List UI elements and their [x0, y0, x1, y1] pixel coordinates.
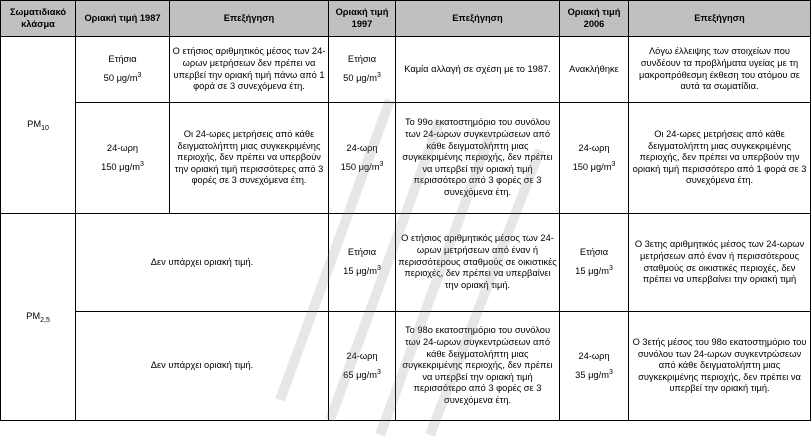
limit-1997-cell: Ετήσια 15 $\mu g/m^3$	[329, 214, 396, 312]
limit-2006-cell: 24-ωρη 35 $\mu g/m^3$	[560, 312, 629, 421]
explanation-1997-cell: Το 98ο εκατοστημόριο του συνόλου των 24-ωρων συγκεντρώσεων από κάθε δειγματολήπτη μιας συγκεκριμένης περιοχής, δεν πρέπει να υπερβεί την οριακή τιμή περισσότερο από 3 φορές σε 3 συνεχόμενα έτη.	[396, 312, 560, 421]
limit-1987-cell: Ετήσια 50 $\mu g/m^3$	[76, 37, 170, 103]
explanation-1987-cell: Ο ετήσιος αριθμητικός μέσος των 24-ωρων μετρήσεων δεν πρέπει να υπερβεί την οριακή τιμή πάνω από 1 φορά σε 3 συνεχόμενα έτη.	[170, 37, 329, 103]
pm10-label: $PM_{10}$	[1, 37, 76, 214]
no-limit-1987-cell: Δεν υπάρχει οριακή τιμή.	[76, 312, 329, 421]
header-limit-1997: Οριακή τιμή 1997	[329, 1, 396, 37]
header-fraction: Σωματιδιακό κλάσμα	[1, 1, 76, 37]
table-row	[1, 103, 811, 214]
explanation-1997-cell: Ο ετήσιος αριθμητικός μέσος των 24-ωρων μετρήσεων από έναν ή περισσότερους σταθμούς σε οικιστικές περιοχές, δεν πρέπει να υπερβαίνει την οριακή τιμή.	[396, 214, 560, 312]
explanation-1987-cell: Οι 24-ωρες μετρήσεις από κάθε δειγματολήπτη μιας συγκεκριμένης περιοχής, δεν πρέπει να υπερβούν την οριακή τιμή περισσότερες από 3 φορές σε 3 συνεχόμενα έτη.	[170, 103, 329, 214]
header-explanation-2006: Επεξήγηση	[629, 1, 811, 37]
explanation-2006-cell: Λόγω έλλειψης των στοιχείων που συνδέουν τα προβλήματα υγείας με τη μακροπρόθεσμη έκθεση του ατόμου σε αυτά τα σωματίδια.	[629, 37, 811, 103]
limit-2006-cell: Ετήσια 15 $\mu g/m^3$	[560, 214, 629, 312]
table-row	[1, 312, 811, 421]
header-limit-2006: Οριακή τιμή 2006	[560, 1, 629, 37]
table-row	[1, 37, 811, 103]
table-row	[1, 214, 811, 312]
header-limit-1987: Οριακή τιμή 1987	[76, 1, 170, 37]
explanation-2006-cell: Ο 3ετης αριθμητικός μέσος των 24-ωρων μετρήσεων από έναν ή περισσότερους σταθμούς σε οικιστικές περιοχές, δεν πρέπει να υπερβαίνει την οριακή τιμή	[629, 214, 811, 312]
header-explanation-1987: Επεξήγηση	[170, 1, 329, 37]
explanation-1997-cell: Καμία αλλαγή σε σχέση με το 1987.	[396, 37, 560, 103]
explanation-2006-cell: Οι 24-ωρες μετρήσεις από κάθε δειγματολήπτη μιας συγκεκριμένης περιοχής, δεν πρέπει να υπερβούν την οριακή τιμή περισσότερο από 1 φορά σε 3 συνεχόμενα έτη.	[629, 103, 811, 214]
header-row	[1, 1, 811, 37]
no-limit-1987-cell: Δεν υπάρχει οριακή τιμή.	[76, 214, 329, 312]
pm25-label: $PM_{2,5}$	[1, 214, 76, 421]
limit-2006-cell: Ανακλήθηκε	[560, 37, 629, 103]
limit-1997-cell: 24-ωρη 150 $\mu g/m^3$	[329, 103, 396, 214]
header-explanation-1997: Επεξήγηση	[396, 1, 560, 37]
limit-2006-cell: 24-ωρη 150 $\mu g/m^3$	[560, 103, 629, 214]
explanation-1997-cell: Το 99ο εκατοστημόριο του συνόλου των 24-ωρων συγκεντρώσεων από κάθε δειγματολήπτη μιας συγκεκριμένης περιοχής, δεν πρέπει να υπερβεί την οριακή τιμή περισσότερο από 3 φορές σε 3 συνεχόμενα έτη.	[396, 103, 560, 214]
limit-1997-cell: 24-ωρη 65 $\mu g/m^3$	[329, 312, 396, 421]
limit-1997-cell: Ετήσια 50 $\mu g/m^3$	[329, 37, 396, 103]
limit-1987-cell: 24-ωρη 150 $\mu g/m^3$	[76, 103, 170, 214]
explanation-2006-cell: Ο 3ετής μέσος του 98ο εκατοστημόριο του συνόλου των 24-ωρων συγκεντρώσεων από κάθε δειγματολήπτη μιας συγκεκριμένης περιοχής, δεν πρέπει να υπερβεί την οριακή τιμή.	[629, 312, 811, 421]
